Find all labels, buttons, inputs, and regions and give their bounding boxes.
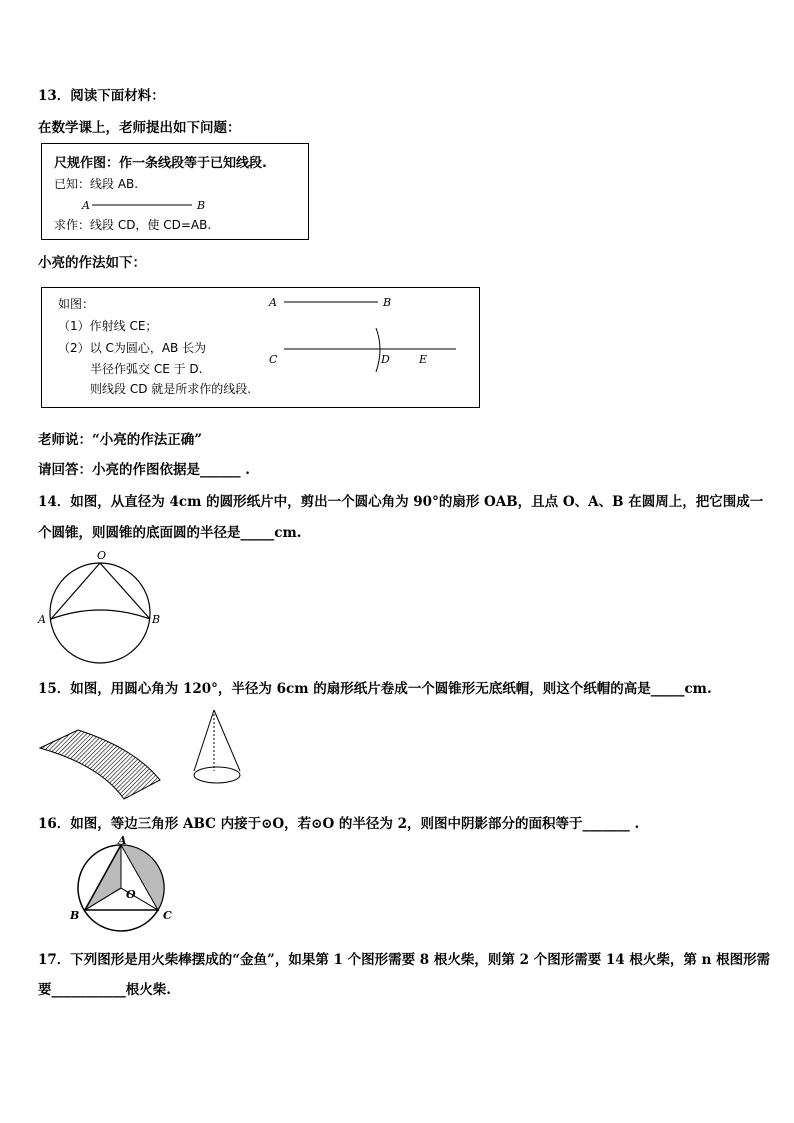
method-line-1: 如图： (58, 297, 95, 311)
method-line-2: （1）作射线 CE； (58, 319, 158, 333)
fig-label-d: D (381, 353, 390, 366)
q13-teacher: 老师说：“小亮的作法正确” (38, 432, 203, 448)
q17-line-2: 要___________根火柴. (38, 982, 171, 998)
q13-method-box (41, 287, 480, 408)
q14-label-b: B (152, 613, 161, 626)
q14-line-2: 个圆锥，则圆锥的底面圆的半径是_____cm. (38, 525, 302, 541)
fig-label-e: E (419, 353, 428, 366)
q15-sector-figure (38, 710, 163, 802)
label-b: B (197, 199, 206, 212)
q13-method-intro: 小亮的作法如下： (38, 255, 146, 271)
fig-label-c: C (269, 353, 278, 366)
q16-figure (66, 835, 196, 930)
label-a: A (82, 199, 90, 212)
problem-heading: 尺规作图：作一条线段等于已知线段. (54, 156, 267, 171)
q14-line-1: 14．如图，从直径为 4cm 的圆形纸片中，剪出一个圆心角为 90°的扇形 OAB，且点 O、A、B 在圆周上，把它围成一 (38, 494, 764, 510)
fig-label-b: B (383, 296, 392, 309)
q16-label-c: C (163, 909, 172, 922)
construction-figure (42, 288, 479, 407)
q16-label-b: B (70, 909, 80, 922)
q16-label-o: O (126, 888, 136, 901)
q13-title: 13．阅读下面材料： (38, 88, 165, 104)
q16-line-1: 16．如图，等边三角形 ABC 内接于⊙O，若⊙O 的半径为 2，则图中阴影部分的面积等于_______ . (38, 816, 640, 832)
q14-label-o: O (97, 549, 107, 562)
q14-label-a: A (38, 613, 46, 626)
method-line-5: 则线段 CD 就是所求作的线段. (90, 382, 252, 396)
q16-label-a: A (118, 834, 127, 847)
method-line-4: 半径作弧交 CE 于 D. (90, 362, 203, 376)
method-line-3: （2）以 C为圆心，AB 长为 (58, 341, 207, 355)
q13-problem-box (41, 143, 309, 240)
q15-line-1: 15．如图，用圆心角为 120°，半径为 6cm 的扇形纸片卷成一个圆锥形无底纸帽，则这个纸帽的高是_____cm. (38, 681, 712, 697)
q14-figure (36, 546, 166, 666)
problem-given: 已知：线段 AB. (54, 177, 139, 191)
problem-find: 求作：线段 CD，使 CD=AB. (54, 218, 212, 232)
q15-cone-figure (190, 707, 250, 792)
q13-question: 请回答：小亮的作图依据是______ . (38, 462, 250, 478)
q13-intro: 在数学课上，老师提出如下问题： (38, 120, 241, 136)
q17-line-1: 17．下列图形是用火柴棒摆成的“金鱼”，如果第 1 个图形需要 8 根火柴，则第 2 个图形需要 14 根火柴，第 n 根图形需 (38, 952, 771, 968)
fig-label-a: A (269, 296, 277, 309)
